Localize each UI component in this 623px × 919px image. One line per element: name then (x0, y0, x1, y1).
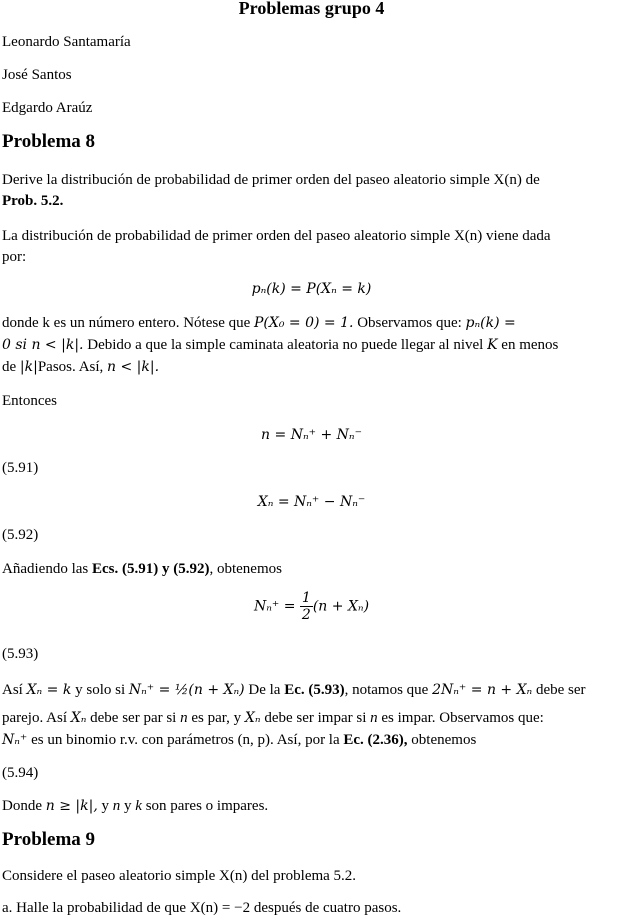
asi-line-3: Nₙ⁺ es un binomio r.v. con parámetros (n, p). Así, por la Ec. (2.36), obtenemos (2, 732, 477, 748)
fraction-one-half: $\frac{1}{2}$ (301, 590, 311, 623)
equation-5-93: Nₙ⁺ = $\frac{1}{2}$ (n + Xₙ) (253, 590, 370, 623)
problem-8-heading: Problema 8 (2, 131, 96, 152)
p9-line-1: Considere el paseo aleatorio simple X(n) del problema 5.2. (2, 868, 357, 884)
label-5-94: (5.94) (2, 765, 39, 781)
p8-answer-line-1: La distribución de probabilidad de primer orden del paseo aleatorio simple X(n) viene dada (2, 228, 551, 244)
label-5-93: (5.93) (2, 646, 39, 662)
p8-question-line-1: Derive la distribución de probabilidad de primer orden del paseo aleatorio simple X(n) de (2, 172, 540, 188)
text-line-1: donde k es un número entero. Nótese que P(X₀ = 0) = 1. Observamos que: pₙ(k) = (2, 315, 516, 331)
entonces-label: Entonces (2, 393, 57, 409)
author-3: Edgardo Araúz (2, 100, 93, 116)
equation-5-92: Xₙ = Nₙ⁺ − Nₙ⁻ (257, 494, 366, 510)
text-line-3: de |k|Pasos. Así, n < |k|. (2, 359, 160, 375)
p8-answer-line-2: por: (2, 249, 27, 265)
asi-line-1: Así Xₙ = k y solo si Nₙ⁺ = ½(n + Xₙ) De la Ec. (5.93), notamos que 2Nₙ⁺ = n + Xₙ debe ser (2, 682, 586, 698)
equation-5-91: n = Nₙ⁺ + Nₙ⁻ (261, 427, 362, 443)
p9-line-2: a. Halle la probabilidad de que X(n) = −2 después de cuatro pasos. (2, 900, 402, 916)
donde-line: Donde n ≥ |k|, y n y k son pares o impares. (2, 798, 269, 814)
label-5-92: (5.92) (2, 527, 39, 543)
author-1: Leonardo Santamaría (2, 34, 131, 50)
equation-main: pₙ(k) = P(Xₙ = k) (251, 281, 372, 297)
problem-9-heading: Problema 9 (2, 829, 96, 850)
anadiendo-line: Añadiendo las Ecs. (5.91) y (5.92), obtenemos (2, 561, 282, 577)
asi-line-2: parejo. Así Xₙ debe ser par si n es par, y Xₙ debe ser impar si n es impar. Observamos que: (2, 710, 544, 726)
text-line-2: 0 si n < |k|. Debido a que la simple caminata aleatoria no puede llegar al nivel K en menos (2, 337, 559, 353)
author-2: José Santos (2, 67, 72, 83)
page-title: Problemas grupo 4 (238, 0, 385, 18)
p8-question-line-2: Prob. 5.2. (2, 193, 64, 209)
label-5-91: (5.91) (2, 460, 39, 476)
